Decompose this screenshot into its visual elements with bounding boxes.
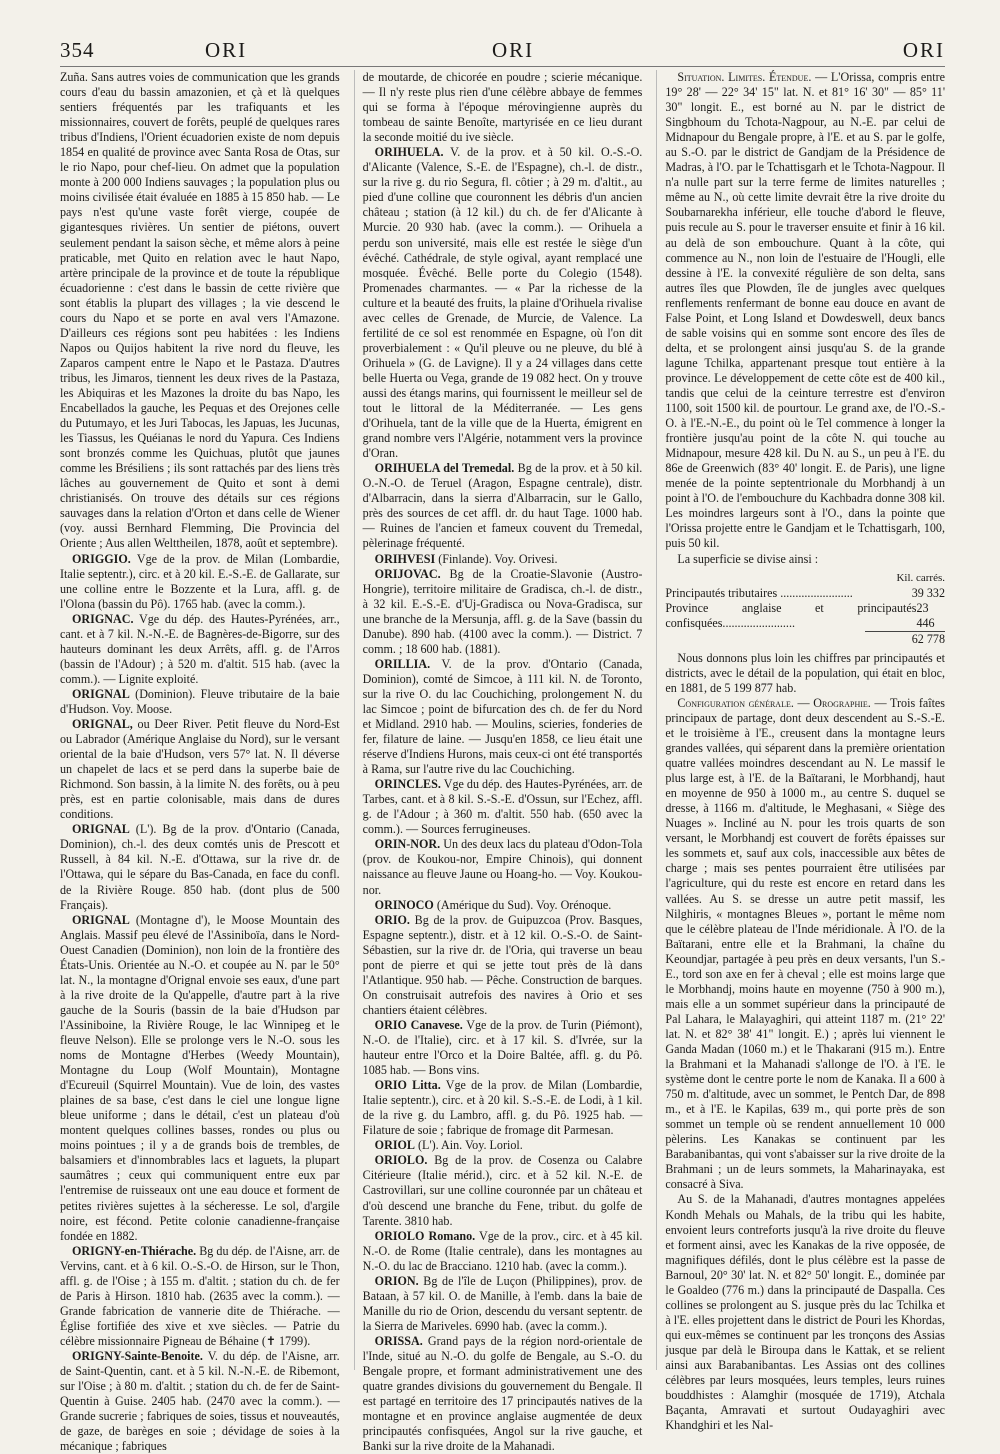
column-2 (354, 70, 643, 1454)
entry-text: Vge de la prov., circ. et à 45 kil. N.-O. de Rome (Italie centrale), dans les montagnes au N.-O. du lac de Bracciano. 1210 hab. (avec la comm.). (362, 1228, 643, 1273)
header-rule (60, 66, 945, 67)
entry-orignal-deer-river (60, 717, 340, 822)
entry-head: ORIGNAL (72, 686, 130, 701)
page-header (60, 38, 945, 68)
entry-head: ORISSA. (374, 1333, 423, 1348)
entry-orion (363, 1274, 643, 1334)
entry-origgio (60, 552, 340, 612)
entry-head: ORIHUELA del Tremedal. (374, 461, 515, 476)
entry-oriolo-romano (363, 1229, 643, 1274)
running-head-center: ORI (492, 38, 535, 62)
entry-head: ORIGGIO. (72, 551, 131, 566)
entry-head: ORIHVESI (374, 551, 436, 566)
section-text: — Trois faîtes principaux de partage, dont deux descendent au S.-S.-E. et le troisième à l'E., creusent dans la montagne leurs grandes vallées, qui séparent dans la première orientation quatre vallées moindres descendant au N. Le massif le plus large est, à l'E. de la Baïtarani, le Morbhandj, haut en moyenne de 950 à 1000 m., au centre S. duquel se dresse, à 1166 m. d'altitude, le Meghasani, « Siège des Nuages ». Incliné au N. pour les trois quarts de son versant, le Morbhandj est couvert de forêts épaisses sur les sommets et, sauf aux cols, inaccessible aux bêtes de charge ; mais ses pentes pourraient être utilisées par l'agriculture, qui du reste est encore en retard dans les vallées. Au S. se dresse un autre petit massif, les Nilghiris, « montagnes Bleues », portant le même nom que le célèbre plateau de l'Inde méridionale. À l'O. de la Baïtarani, entre elle et la Brahmani, la chaîne du Keoundjar, partagée à peu près en deux versants, l'un S.-E., tord son axe en fer à cheval ; elle est moins large que le Morbhandj, moins haute en moyenne (750 à 900 m.), mais elle a un sommet supérieur dans la principauté de Pal Lahara, le Malayaghiri, qui atteint 1187 m. (21° 22' lat. N. et 82° 38' 41" longit. E.) ; après lui viennent le Ganda Madan (1060 m.) et le Thakarani (915 m.). Entre la Brahmani et la Mahanadi s'allonge de l'O. à l'E. le système dont le centre porte le nom de Kanaka. Il a 600 à 750 m. d'altitude, avec un sommet, le Pentch Dar, de 898 m., et à l'E. le Kapilas, 639 m., qui porte près de son sommet un temple où se rendent annuellement 10 000 pèlerins. Les Kanakas se continuent par les Barabanibantas, qui vont s'abaisser sur la rive droite de la Brahmani ; un de leurs sommets, la Maharinayaka, est consacré à Siva. (665, 695, 946, 1192)
section-configuration (665, 696, 945, 1193)
entry-text: Vge du dép. des Hautes-Pyrénées, arr., cant. et à 7 kil. N.-N.-E. de Bagnères-de-Bigorre, sur des hauteurs dominant les deux Arrêts, affl. g. de l'Arros (bassin de l'Adour) ; à 520 m. d'altit. 515 hab. (avec la comm.). — Lignite exploité. (60, 611, 340, 686)
entry-head: ORIGNY-en-Thiérache. (72, 1243, 197, 1258)
paragraph: Zuña. Sans autres voies de communication que les grands cours d'eau du bassin amazonien, et çà et là quelques sentiers fréquentés par les trafiquants et les missionnaires, couvert de forêts, peuplé de quelques rares tribus d'Indiens, l'Orient écuadorien existe de nom depuis 1854 en qualité de province avec Santa Rosa de Otas, sur le rio Napo, pour chef-lieu. On admet que la population monte à 200 000 Indiens sauvages ; la population plus ou moins civilisée était évaluée en 1885 à 15 850 hab. — Le pays n'est qu'une vaste forêt vierge, coupée de gigantesques rivières. Un sentier de piétons, ouvert seulement pendant la saison sèche, et même alors à peine praticable, met Quito en relation avec le haut Napo, artère principale de la province et de toute la république écuadorienne : c'est dans le bassin de cette rivière que sont établis la plupart des villages ; la vie descend le cours du Napo et se porte en aval vers l'Amazone. D'ailleurs ces régions sont peu habitées : les Indiens Napos ou Quijos habitent la rive nord du fleuve, les Zaparos campent entre le Napo et le Pastaza. D'autres tribus, les Jimaros, tiennent les deux rives de la Pastaza, les Abiquiras et les Mazones la droite du bas Napo, les Encabellados la gauche, les Pequas et des Orejones celle du Putumayo, et les Juri Tabocas, les Japuas, les Jucunas, les Tiassus, les Quéianas le nord du Yapura. Ces Indiens sont bronzés comme les Quichuas, plutôt que jaunes comme les Brésiliens ; ils sont rattachés par des liens très lâches au gouvernement de Quito et sont à demi christianisés. On trouve des détails sur ces régions sauvages dans la relation d'Orton et dans celle de Wiener (voy. aussi Bernhard Flemming, Die Provincia del Oriente ; Aus allen Welttheilen, 1878, août et septembre). (60, 70, 340, 551)
entry-orignal-ontario (60, 822, 340, 912)
entry-text: (Dominion). Fleuve tributaire de la baie d'Hudson. Voy. Moose. (60, 686, 340, 716)
row-label: Principautés tributaires ........................ (665, 585, 853, 600)
entry-orio (363, 913, 643, 1018)
row-label: Province anglaise et principautés confisquées........................ (665, 600, 917, 630)
entry-text: Vge de la prov. de Milan (Lombardie, Italie septentr.), circ. et à 20 kil. E.-S.-E. de Gallarate, sur une colline entre le Bozzente et la Lura, affl. g. de l'Olona (bassin du Pô). 1765 hab. (avec la comm.). (60, 551, 340, 611)
entry-orignac (60, 612, 340, 687)
entry-text: Bg de la prov. de Guipuzcoa (Prov. Basques, Espagne septentr.), distr. et à 12 kil. O.-S.-O. de Saint-Sébastien, sur la rive dr. de l'Oria, qui traverse un beau pont de pierre et qui se jette tout près de là dans l'Atlantique. 950 hab. — Pêche. Construction de barques. On construisait autrefois des navires à Orio et ses chantiers étaient célèbres. (362, 912, 643, 1017)
section-head: Situation. Limites. Étendue. (677, 70, 812, 84)
entry-text: (Finlande). Voy. Orivesi. (435, 551, 558, 566)
entry-text: Bg de la prov. et à 50 kil. O.-N.-O. de Teruel (Aragon, Espagne centrale), distr. d'Albarracin, dans la sierra d'Albarracin, sur le Gallo, près des sources de cet affl. dr. du haut Tage. 1000 hab. — Ruines de l'ancien et fameux couvent du Tremedal, pèlerinage fréquenté. (362, 461, 643, 551)
paragraph: Nous donnons plus loin les chiffres par principautés et districts, avec le détail de la population, qui était en bloc, en 1881, de 5 199 877 hab. (665, 650, 946, 695)
entry-orin-nor (363, 837, 643, 897)
section-text: — L'Orissa, compris entre 19° 28' — 22° 34' 15" lat. N. et 81° 16' 30" — 85° 11' 30" longit. E., est borné au N. par le district de Singbhoum du Tchota-Nagpour, au N.-E. par celui de Midnapour du Bengale propre, à l'E. et au S. par le golfe, au S.-O. par le district de Gandjam de la Présidence de Madras, à l'O. par le Tchattisgarh et le Tchota-Nagpour. Il n'a nulle part sur la terre ferme de limites naturelles ; même au N., où cette limite devrait être la rive droite du Soubarnarekha inférieur, elle touche d'abord le fleuve, puis recule au S. pour le traverser ensuite et finir à 16 kil. au delà de son embouchure. Quant à la côte, qui commence au N., non loin de l'estuaire de l'Hougli, elle dessine à l'E. la convexité régulière de son delta, sans autres îles que Plowden, île de jungles avec quelques renflements renfermant de bonne eau douce en avant de False Point, et Long Island et Dowdeswell, deux bancs de sable voisins qui en somme sont encore des îles de delta, et se prolongent ainsi jusqu'au S. de la grande lagune Tchilka, appartenant presque tout entière à la province. Le développement de cette côte est de 400 kil., tandis que celui de la ceinture terrestre est d'environ 1100, soit 1500 kil. de pourtour. Le grand axe, de l'O.-S.-O. à l'E.-N.-E., du point où le Tel commence à longer la frontière jusqu'au point de la côte N. qui touche au Midnapour, mesure 428 kil. Du N. au S., un peu à l'E. du 86e de Greenwich (83° 40' longit. E. de Paris), une ligne menée de la pointe septentrionale du Morbhandj à un point à l'O. de l'embouchure du Kachbadra donne 308 kil. Les moindres largeurs sont à l'O., dans la pointe que l'Orissa projette entre le Gandjam et le Tchattisgarh, 100, puis 50 kil. (665, 70, 946, 551)
entry-head: ORIO Litta. (374, 1078, 441, 1093)
entry-text: Grand pays de la région nord-orientale de l'Inde, situé au N.-O. du golfe de Bengale, au S.-O. du Bengale propre, et formant administrativement une des quatre grandes divisions du gouvernement du Bengale. Il est partagé en territoire des 17 principautés natives de la montagne et en province anglaise augmentée de deux principautés confisquées, Angol sur la rive gauche, et Banki sur la rive droite de la Mahanadi. (362, 1333, 643, 1454)
entry-head: ORILLIA. (374, 656, 431, 671)
entry-orijovac (363, 567, 643, 657)
section-head: Configuration générale. — Orographie. (677, 695, 871, 710)
entry-orignal-montagne (60, 913, 340, 1244)
entry-text: ou Deer River. Petit fleuve du Nord-Est ou Labrador (Amérique Anglaise du Nord), sur le versant oriental de la baie d'Hudson, vers 57° lat. N. Il déverse un chapelet de lacs et se perd dans la superbe baie de Richmond. Son bassin, à la limite N. des forêts, ou à peu près, est en partie colonisable, mais dans de dures conditions. (60, 717, 340, 822)
entry-head: ORIOLO. (374, 1153, 428, 1168)
area-table (665, 571, 945, 647)
entry-text: (L'). Bg de la prov. d'Ontario (Canada, Dominion), ch.-l. des deux comtés unis de Prescott et Russell, à 84 kil. N.-E. d'Ottawa, sur la rive dr. de l'Ottawa, qui le sépare du Bas-Canada, en face du confl. de la Rivière Rouge. 850 hab. (dont plus de 500 Français). (60, 822, 340, 912)
entry-origny-sainte-benoite (60, 1349, 340, 1454)
table-total: 62 778 (865, 631, 945, 647)
entry-head: ORIGNAC. (72, 611, 134, 626)
entry-text: V. du dép. de l'Aisne, arr. de Saint-Quentin, cant. et à 5 kil. N.-N.-E. de Ribemont, sur l'Oise ; à 80 m. d'altit. ; station du ch. de fer de Saint-Quentin à Guise. 2405 hab. (2470 avec la comm.). — Grande sucrerie ; fabriques de soies, tissus et nouveautés, de gaze, de barèges en soie ; dévidage de soies à la mécanique ; fabriques (60, 1348, 340, 1454)
table-header: Kil. carrés. (896, 571, 946, 584)
entry-orihuela-tremedal (363, 461, 643, 551)
page-number: 354 (60, 38, 95, 62)
entry-head: ORIHUELA. (374, 145, 444, 160)
row-value: 39 332 (911, 585, 946, 600)
entry-orincles (363, 777, 643, 837)
entry-orissa (363, 1334, 643, 1454)
paragraph: La superficie se divise ainsi : (677, 551, 819, 566)
entry-text: Bg de la Croatie-Slavonie (Austro-Hongrie), territoire militaire de Gradisca, ch.-l. de distr., à 32 kil. E.-S.-E. d'Uj-Gradisca ou Nova-Gradisca, sur une branche de la Mersunja, affl. g. de la Save (bassin du Danube). 890 hab. (4100 avec la comm.). — District. 7 comm. ; 18 600 hab. (1881). (362, 566, 643, 656)
entry-head: ORIOL (374, 1138, 415, 1153)
section-situation (665, 70, 945, 552)
text-columns (60, 70, 946, 1454)
entry-orio-litta (363, 1078, 643, 1138)
entry-orinoco (363, 898, 643, 913)
column-1 (60, 70, 340, 1454)
entry-head: ORIGNAL (72, 912, 130, 927)
entry-head: ORIGNAL (72, 822, 130, 837)
entry-orillia (363, 657, 643, 777)
entry-head: ORIGNAL, (72, 717, 133, 732)
entry-head: ORIGNY-Sainte-Benoite. (72, 1348, 203, 1363)
paragraph: de moutarde, de chicorée en poudre ; scierie mécanique. — Il n'y reste plus rien d'une célèbre abbaye de femmes qui se forma à l'époque mérovingienne auprès du tombeau de sainte Benoîte, martyrisée en ce lieu durant la seconde moitié du ive siècle. (362, 70, 643, 145)
entry-orio-canavese (363, 1018, 643, 1078)
entry-text: Vge du dép. des Hautes-Pyrénées, arr. de Tarbes, cant. et à 8 kil. S.-S.-E. d'Ossun, sur l'Echez, affl. g. de l'Adour ; à 360 m. d'altit. 550 hab. (650 avec la comm.). — Sources ferrugineuses. (362, 777, 643, 837)
entry-text: Vge de la prov. de Turin (Piémont), N.-O. de l'Italie), circ. et à 17 kil. S. d'Ivrée, sur la hauteur entre l'Orco et la Doire Baltée, affl. g. du Pô. 1085 hab. — Bons vins. (362, 1017, 643, 1078)
entry-head: ORINOCO (374, 897, 434, 912)
column-3 (656, 70, 946, 1433)
entry-head: ORION. (374, 1273, 419, 1288)
row-value: 23 446 (916, 600, 935, 630)
entry-text: (Montagne d'), le Moose Mountain des Anglais. Massif peu élevé de l'Assiniboïa, dans le Nord-Ouest Canadien (Dominion), non loin de la frontière des États-Unis. Orientée au N.-O. et coupée au N. par le 50° lat. N., la montagne d'Orignal envoie ses eaux, d'une part à la rive droite de la Qu'appelle, d'autre part à la rive gauche de la Souris (bassin de la baie d'Hudson par l'Assiniboine, la Rivière Rouge, le lac Winnipeg et le fleuve Nelson). Elle se prolonge vers le N.-O. sous les noms de Montagne d'Herbes (Weedy Mountain), Montagne du Loup (Wolf Mountain), Montagne d'Ecureuil (Squirrel Mountain). Vue de loin, des vastes plaines de sa base, c'est dans le ciel une longue ligne bleue uniforme ; dans le détail, c'est un plateau d'où montent quelques collines basses, rondes ou plus ou moins pointues ; il y a de grands bois de trembles, de balsamiers et d'innombrables lacs et laguets, la plupart saumâtres ; ceux qui communiquent entre eux par l'entremise de ruisseaux ont une eau douce et forment de petites rivières sujettes à la sécheresse. Le sol, d'argile noire, est fécond. Petite colonie canadienne-française fondée en 1882. (60, 912, 340, 1243)
entry-text: Bg du dép. de l'Aisne, arr. de Vervins, cant. et à 6 kil. O.-S.-O. de Hirson, sur le Thon, affl. g. de l'Oise ; à 155 m. d'altit. ; station du ch. de fer de Paris à Hirson. 1810 hab. (2635 avec la comm.). — Grande fabrication de vannerie dite de Thiérache. — Église fortifiée des xive et xve siècles. — Patrie du célèbre missionnaire Pigneau de Béhaine (✝ 1799). (60, 1243, 340, 1348)
entry-orihvesi (363, 552, 643, 567)
entry-origny-thierache (60, 1244, 340, 1349)
entry-head: ORIO. (374, 912, 410, 927)
entry-text: V. de la prov. d'Ontario (Canada, Dominion), comté de Simcoe, à 111 kil. N. de Toronto, sur la rive O. du lac Couchiching, prolongement N. du lac Simcoe ; point de bifurcation des ch. de fer du Nord et Midland. 2910 hab. — Moulins, scieries, fonderies de fer, filature de laine. — Jusqu'en 1858, ce lieu était une réserve d'Indiens Hurons, mais ceux-ci ont été transportés à Rama, sur l'autre rive du lac Couchiching. (362, 656, 643, 777)
paragraph: Au S. de la Mahanadi, d'autres montagnes appelées Kondh Mehals ou Mahals, de la tribu qui les habite, envoient leurs contreforts jusqu'à la rive droite du fleuve et forment ainsi, avec les Kanakas de la rive opposée, de magnifiques défilés, dont le plus célèbre est la passe de Barnoul, 20° 30' lat. N. et 82° 50' longit. E., dominée par le Goaldeo (776 m.) dans la principauté de Daspalla. Ces collines se prolongent au S. jusque près du lac Tchilka et à l'E. elles projettent dans le district de Pouri les Khordas, qui eux-mêmes se continuent par les tronçons des Assias jusque par delà le Biroupa dans le Kattak, et se relient ainsi aux Barabanibantas. Les Assias ont des collines célèbres par leurs mosquées, leurs temples, leurs ruines bouddhistes : Alamghir (mosquée de 1719), Atchala Baçanta, Amravati et surtout Oudayaghiri avec Khandghiri et les Nal- (665, 1192, 946, 1433)
entry-orihuela (363, 145, 643, 461)
entry-head: ORIOLO Romano. (374, 1228, 476, 1243)
entry-orignal-dominion (60, 687, 340, 717)
entry-head: ORIJOVAC. (374, 566, 441, 581)
entry-text: (Amérique du Sud). Voy. Orénoque. (433, 897, 612, 912)
entry-text: Un des deux lacs du plateau d'Odon-Tola (prov. de Koukou-nor, Empire Chinois), qui donnent naissance au fleuve Jaune ou Hoang-ho. — Voy. Koukou-nor. (362, 837, 643, 897)
running-head-right: ORI (902, 38, 945, 62)
entry-head: ORIO Canavese. (374, 1017, 463, 1032)
entry-text: (L'). Ain. Voy. Loriol. (415, 1138, 523, 1153)
entry-text: Bg de l'île de Luçon (Philippines), prov. de Bataan, à 57 kil. O. de Manille, à l'emb. dans la baie de Manille du rio de Orion, descendu du versant septentr. de la Sierra de Mariveles. 6990 hab. (avec la comm.). (362, 1273, 643, 1333)
running-head-left: ORI (205, 38, 248, 62)
entry-head: ORINCLES. (374, 777, 441, 792)
entry-head: ORIN-NOR. (374, 837, 441, 852)
entry-text: Vge de la prov. de Milan (Lombardie, Italie septentr.), circ. et à 20 kil. S.-S.-E. de Lodi, à 1 kil. de la rive g. du Lambro, affl. g. du Pô. 1925 hab. — Filature de soie ; fabrique de fromage dit Parmesan. (362, 1078, 643, 1138)
table-row (665, 586, 945, 601)
entry-oriolo (363, 1153, 643, 1228)
entry-text: V. de la prov. et à 50 kil. O.-S.-O. d'Alicante (Valence, S.-E. de l'Espagne), ch.-l. de distr., sur la rive g. du rio Segura, fl. côtier ; à 29 m. d'altit., au pied d'une colline que couronnent les débris d'un ancien château ; station (à 12 kil.) du ch. de fer d'Alicante à Murcie. 20 930 hab. (avec la comm.). — Orihuela a perdu son université, mais elle est restée le siège d'un évêché. Cathédrale, de style ogival, ayant remplacé une mosquée. Évêché. Belle porte du Colegio (1548). Promenades charmantes. — « Par la richesse de la culture et la beauté des fruits, la plaine d'Orihuela rivalise avec celles de Grenade, de Murcie, de Valence. La fertilité de ce sol est renommée en Espagne, où l'on dit proverbialement : « Qu'il pleuve ou ne pleuve, du blé à Orihuela » (G. de Lavigne). Il y a 24 villages dans cette belle Huerta ou Vega, grande de 19 082 hect. On y trouve aussi des étangs marins, qui fournissent le meilleur sel de tout le littoral de la Méditerranée. — Les gens d'Orihuela, tant de la ville que de la Huerta, émigrent en grand nombre vers l'Algérie, notamment vers la province d'Oran. (362, 145, 643, 461)
entry-text: Bg de la prov. de Cosenza ou Calabre Citérieure (Italie mérid.), circ. et à 52 kil. N.-E. de Castrovillari, sur une colline couronnée par un château et d'où descend une branche du Fene, tribut. du golfe de Tarente. 3810 hab. (362, 1153, 643, 1228)
entry-oriol (363, 1138, 643, 1153)
table-row (665, 601, 945, 631)
